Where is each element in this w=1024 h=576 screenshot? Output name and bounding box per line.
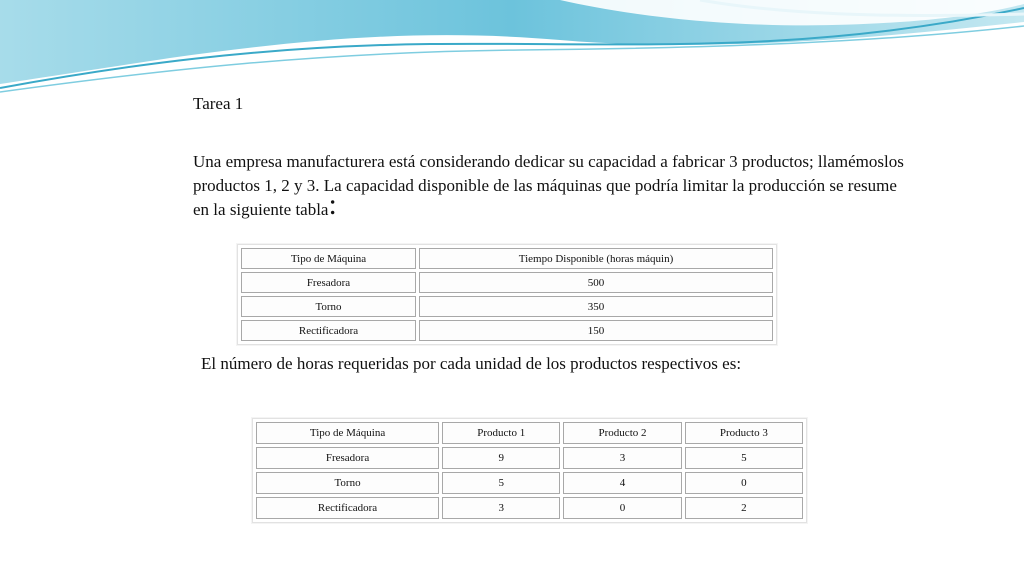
column-header: Producto 2 bbox=[563, 422, 681, 444]
table-row bbox=[256, 472, 803, 494]
table-cell: 0 bbox=[685, 472, 803, 494]
table-row bbox=[241, 320, 773, 341]
table-cell: Torno bbox=[241, 296, 416, 317]
table-cell: Fresadora bbox=[256, 447, 439, 469]
hours-per-product-table bbox=[252, 418, 807, 523]
column-header: Tipo de Máquina bbox=[241, 248, 416, 269]
header-wave-decoration bbox=[0, 0, 1024, 110]
table-cell: 3 bbox=[442, 497, 560, 519]
table-cell: 2 bbox=[685, 497, 803, 519]
table-cell: 9 bbox=[442, 447, 560, 469]
table-cell: 150 bbox=[419, 320, 773, 341]
table-cell: 500 bbox=[419, 272, 773, 293]
intro-paragraph-colon: : bbox=[328, 188, 337, 221]
hours-paragraph: El número de horas requeridas por cada unidad de los productos respectivos es: bbox=[201, 354, 742, 373]
intro-paragraph-text: Una empresa manufacturera está considerando dedicar su capacidad a fabricar 3 productos; llamémoslos productos 1, 2 y 3. La capacidad disponible de las máquinas que podría limitar la producción se resume en la siguiente tabla bbox=[193, 152, 904, 219]
table-cell: 4 bbox=[563, 472, 681, 494]
table-cell: 5 bbox=[685, 447, 803, 469]
table-row bbox=[256, 497, 803, 519]
table-cell: Rectificadora bbox=[256, 497, 439, 519]
table-cell: 350 bbox=[419, 296, 773, 317]
machine-capacity-table bbox=[237, 244, 777, 345]
intro-paragraph bbox=[193, 150, 913, 222]
column-header: Producto 1 bbox=[442, 422, 560, 444]
slide-title: Tarea 1 bbox=[193, 94, 244, 113]
table-header-row bbox=[256, 422, 803, 444]
table-row bbox=[241, 272, 773, 293]
column-header: Producto 3 bbox=[685, 422, 803, 444]
table-cell: Fresadora bbox=[241, 272, 416, 293]
table-cell: Torno bbox=[256, 472, 439, 494]
table-cell: Rectificadora bbox=[241, 320, 416, 341]
column-header: Tipo de Máquina bbox=[256, 422, 439, 444]
table-header-row bbox=[241, 248, 773, 269]
table-cell: 5 bbox=[442, 472, 560, 494]
table-cell: 3 bbox=[563, 447, 681, 469]
column-header: Tiempo Disponible (horas máquin) bbox=[419, 248, 773, 269]
table-row bbox=[256, 447, 803, 469]
table-row bbox=[241, 296, 773, 317]
table-cell: 0 bbox=[563, 497, 681, 519]
